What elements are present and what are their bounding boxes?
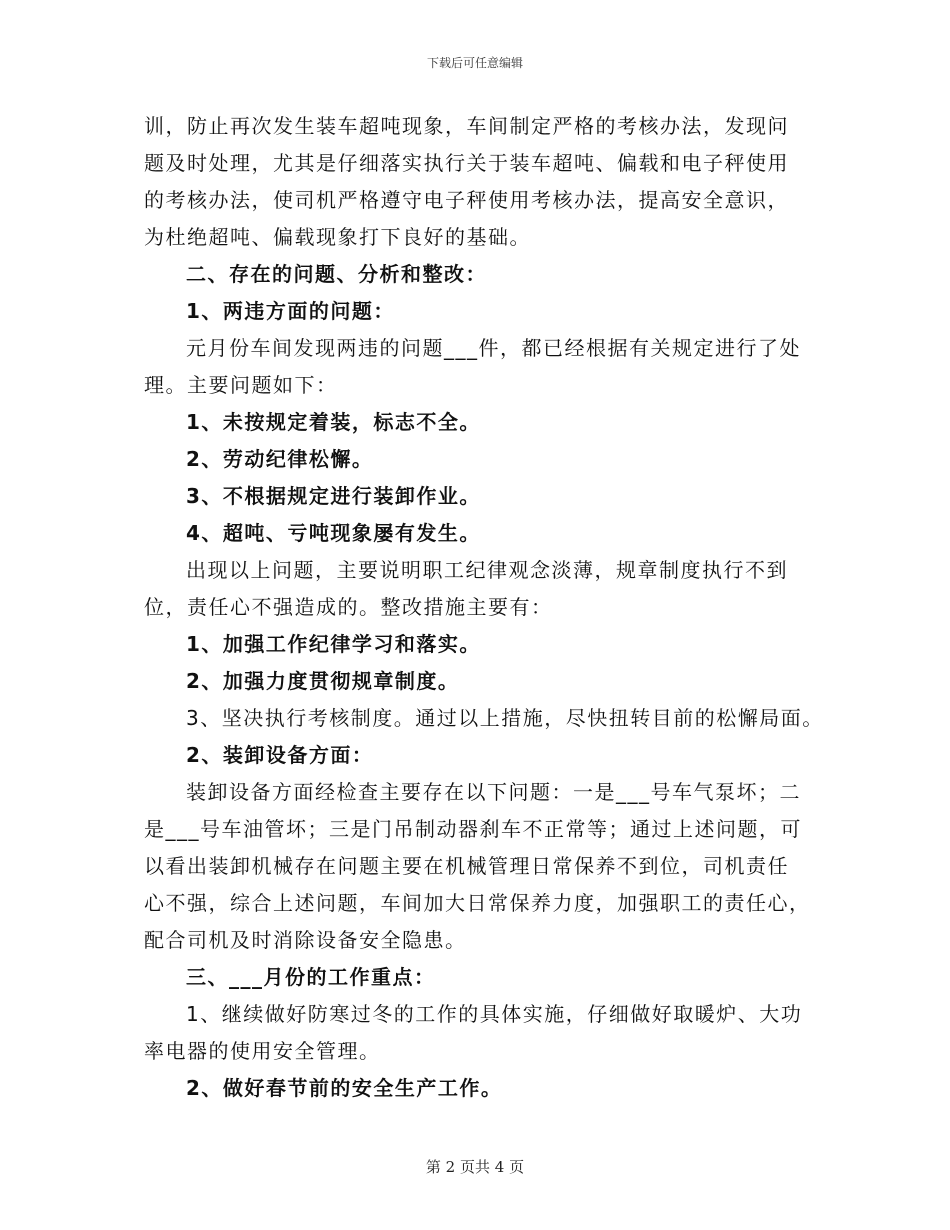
paragraph-line: 配合司机及时消除设备安全隐患。 bbox=[144, 928, 467, 952]
paragraph-line: 题及时处理，尤其是仔细落实执行关于装车超吨、偏载和电子秤使用 bbox=[144, 151, 789, 175]
paragraph-line: 是___号车油管坏；三是门吊制动器刹车不正常等；通过上述问题，可 bbox=[144, 817, 802, 841]
list-item: 2、加强力度贯彻规章制度。 bbox=[186, 669, 460, 693]
paragraph-line: 心不强，综合上述问题，车间加大日常保养力度，加强职工的责任心， bbox=[144, 891, 811, 915]
page-footer: 第 2 页共 4 页 bbox=[425, 1158, 525, 1176]
list-item: 2、做好春节前的安全生产工作。 bbox=[186, 1076, 503, 1100]
section-heading: 三、___月份的工作重点： bbox=[186, 965, 436, 989]
document-body bbox=[144, 108, 824, 1107]
page-header: 下载后可任意编辑 bbox=[426, 56, 523, 70]
list-item: 1、加强工作纪律学习和落实。 bbox=[186, 632, 481, 656]
paragraph-line: 装卸设备方面经检查主要存在以下问题：一是___号车气泵坏；二 bbox=[186, 780, 801, 804]
paragraph-line: 出现以上问题，主要说明职工纪律观念淡薄，规章制度执行不到 bbox=[186, 558, 788, 582]
subsection-heading: 1、两违方面的问题： bbox=[186, 299, 395, 323]
paragraph-line: 的考核办法，使司机严格遵守电子秤使用考核办法，提高安全意识， bbox=[144, 188, 789, 212]
paragraph-line: 为杜绝超吨、偏载现象打下良好的基础。 bbox=[144, 225, 531, 249]
paragraph-line: 训，防止再次发生装车超吨现象，车间制定严格的考核办法，发现问 bbox=[144, 114, 789, 138]
paragraph-line: 率电器的使用安全管理。 bbox=[144, 1039, 381, 1063]
list-item: 1、继续做好防寒过冬的工作的具体实施，仔细做好取暖炉、大功 bbox=[186, 1002, 803, 1026]
subsection-heading: 2、装卸设备方面： bbox=[186, 743, 374, 767]
list-item: 3、不根据规定进行装卸作业。 bbox=[186, 484, 481, 508]
list-item: 1、未按规定着装，标志不全。 bbox=[186, 410, 481, 434]
paragraph-line: 元月份车间发现两违的问题___件，都已经根据有关规定进行了处 bbox=[186, 336, 801, 360]
list-item: 3、坚决执行考核制度。通过以上措施，尽快扭转目前的松懈局面。 bbox=[186, 706, 824, 730]
section-heading: 二、存在的问题、分析和整改： bbox=[186, 262, 487, 286]
paragraph-line: 以看出装卸机械存在问题主要在机械管理日常保养不到位，司机责任 bbox=[144, 854, 789, 878]
list-item: 4、超吨、亏吨现象屡有发生。 bbox=[186, 521, 481, 545]
paragraph-line: 理。主要问题如下： bbox=[144, 373, 338, 397]
list-item: 2、劳动纪律松懈。 bbox=[186, 447, 374, 471]
paragraph-line: 位，责任心不强造成的。整改措施主要有： bbox=[144, 595, 553, 619]
